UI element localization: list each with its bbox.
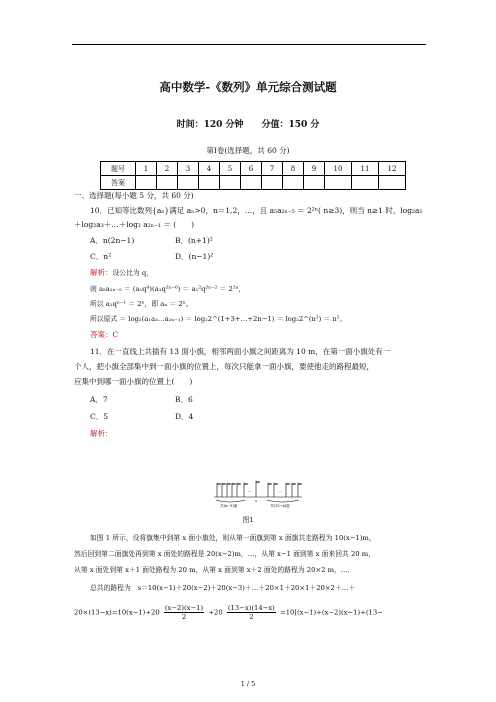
header-rule xyxy=(72,44,426,45)
table-cell-number: 12 xyxy=(379,162,406,176)
dots-right: … xyxy=(278,488,282,493)
page-footer: 1 / 5 xyxy=(240,680,256,688)
fraction-2 xyxy=(227,604,276,621)
flag-poles-right xyxy=(268,483,302,497)
answer-cell xyxy=(241,176,262,190)
q10-stem-line1: 10．已知等比数列{aₙ}满足 aₙ>0，n＝1,2，…，且 a₅a₂ₙ₋₅ ＝ 2²ⁿ( n≥3)，则当 n≥1 时，log₂a₁ xyxy=(90,206,423,215)
flag-pole-x xyxy=(256,481,260,497)
answer-cell xyxy=(304,176,325,190)
dots-left: … xyxy=(248,488,252,493)
answer-cell xyxy=(199,176,220,190)
answer-table-answer-row xyxy=(101,176,406,190)
q10-step2: 所以 a₁qⁿ⁻¹ ＝ 2ⁿ，即 aₙ ＝ 2ⁿ。 xyxy=(90,300,193,308)
q11-explain-line1: 如图 1 所示，设将旗集中到第 x 面小旗处，则从第一面旗到第 x 面旗共走路程为 10(x−1)m， xyxy=(90,534,376,542)
figure-caption: 图1 xyxy=(242,516,254,524)
flag-poles-left xyxy=(217,483,248,497)
page-title: 高中数学-《数列》单元综合测试题 xyxy=(159,80,337,94)
right-brace xyxy=(267,500,299,502)
q10-answer: 答案：C xyxy=(90,330,119,339)
q10-analysis xyxy=(90,268,153,278)
table-cell-number: 4 xyxy=(199,162,220,176)
table-cell-number: 9 xyxy=(304,162,325,176)
q11-sum-line2 xyxy=(74,604,383,621)
q11-option-b: B．6 xyxy=(175,395,193,404)
fraction-2-denominator: 2 xyxy=(249,613,254,621)
q11-stem-line1: 11．在一直线上共插有 13 面小旗，相邻两面小旗之间距离为 10 m，在第一面小旗处有一 xyxy=(90,347,391,356)
table-cell-number: 7 xyxy=(262,162,283,176)
q11-explain-line3: 从第 x 面处到第 x＋1 面处路程为 20 m，从第 x 面到第 x＋2 面处的路程为 20×2 m，…． xyxy=(74,566,355,574)
answer-cell xyxy=(220,176,241,190)
answer-table-header-row xyxy=(101,162,406,176)
sum-part-a: 20×(13−x)=10(x−1)+20 xyxy=(74,608,160,617)
q10-step1: 则 a₅a₂ₙ₋₅ ＝ (a₁q⁴)(a₁q²ⁿ⁻⁶) ＝ a₁²q²ⁿ⁻² ＝ 2²ⁿ， xyxy=(90,285,246,293)
answer-table xyxy=(100,161,406,190)
fig-left-label: 共(x−1)面 xyxy=(220,504,238,508)
sum-part-b: +20 xyxy=(208,608,223,617)
table-label-cell: 题号 xyxy=(101,162,136,176)
q11-explain-line2: 然后回到第二面旗处再到第 x 面处的路程是 20(x−2)m，…，从第 x−1 面到第 x 面来回共 20 m， xyxy=(74,550,376,558)
sum-part-c: =10[(x−1)+(x−2)(x−1)+(13− xyxy=(280,608,383,617)
fig-right-label: 共(13−x)面 xyxy=(270,504,290,508)
part-heading: 一、选择题(每小题 5 分，共 60 分) xyxy=(74,191,194,200)
q10-option-b: B．(n+1)² xyxy=(175,236,213,245)
fig-x-label: x xyxy=(255,499,258,503)
fraction-1 xyxy=(164,604,204,621)
q11-analysis-label: 解析： xyxy=(90,429,113,438)
table-label-cell: 答案 xyxy=(101,176,136,190)
table-cell-number: 1 xyxy=(136,162,157,176)
fraction-1-denominator: 2 xyxy=(181,613,187,621)
q11-option-c: C．5 xyxy=(90,412,109,421)
q11-sum-line1: 总共的路程为 s＝10(x−1)＋20(x−2)＋20(x−3)＋…＋20×1＋20×1＋20×2＋…＋ xyxy=(90,584,356,592)
q10-option-d: D．(n−1)² xyxy=(175,252,214,261)
q11-option-a: A．7 xyxy=(90,395,108,404)
answer-cell xyxy=(262,176,283,190)
answer-cell xyxy=(352,176,379,190)
answer-cell xyxy=(283,176,304,190)
table-cell-number: 3 xyxy=(178,162,199,176)
q10-stem-line2: ＋log₂a₃＋…＋log₂ a₂ₙ₋₁ ＝ ( ) xyxy=(74,220,195,229)
answer-cell xyxy=(178,176,199,190)
fraction-1-numerator: (x−2)(x−1) xyxy=(164,604,204,612)
table-cell-number: 5 xyxy=(220,162,241,176)
q10-option-c: C．n² xyxy=(90,252,112,261)
q10-step3: 所以原式 ＝ log₂(a₁a₃…a₂ₙ₋₁) ＝ log₂2^(1+3+…+2n−1) ＝ log₂2^(n²) ＝ n²。 xyxy=(90,315,347,323)
time-score-line: 时间：120 分钟 分值：150 分 xyxy=(176,120,320,130)
section-heading: 第Ⅰ卷(选择题，共 60 分) xyxy=(206,146,290,155)
table-cell-number: 2 xyxy=(157,162,178,176)
answer-cell xyxy=(379,176,406,190)
fraction-2-numerator: (13−x)(14−x) xyxy=(227,604,275,612)
q11-stem-line3: 应集中到哪一面小旗的位置上( ) xyxy=(74,377,193,386)
answer-cell xyxy=(157,176,178,190)
q11-stem-line2: 个人，把小旗全部集中到一面小旗的位置上，每次只能拿一面小旗，要使他走的路程最短， xyxy=(74,362,374,371)
table-cell-number: 8 xyxy=(283,162,304,176)
table-cell-number: 11 xyxy=(352,162,379,176)
table-cell-number: 6 xyxy=(241,162,262,176)
analysis-label: 解析： xyxy=(90,268,113,277)
q10-option-a: A．n(2n−1) xyxy=(90,236,135,245)
analysis-text: 设公比为 q， xyxy=(112,269,153,277)
table-cell-number: 10 xyxy=(325,162,352,176)
answer-cell xyxy=(136,176,157,190)
answer-cell xyxy=(325,176,352,190)
flags-figure xyxy=(212,473,304,509)
q11-option-d: D．4 xyxy=(175,412,194,421)
left-brace xyxy=(216,500,245,502)
